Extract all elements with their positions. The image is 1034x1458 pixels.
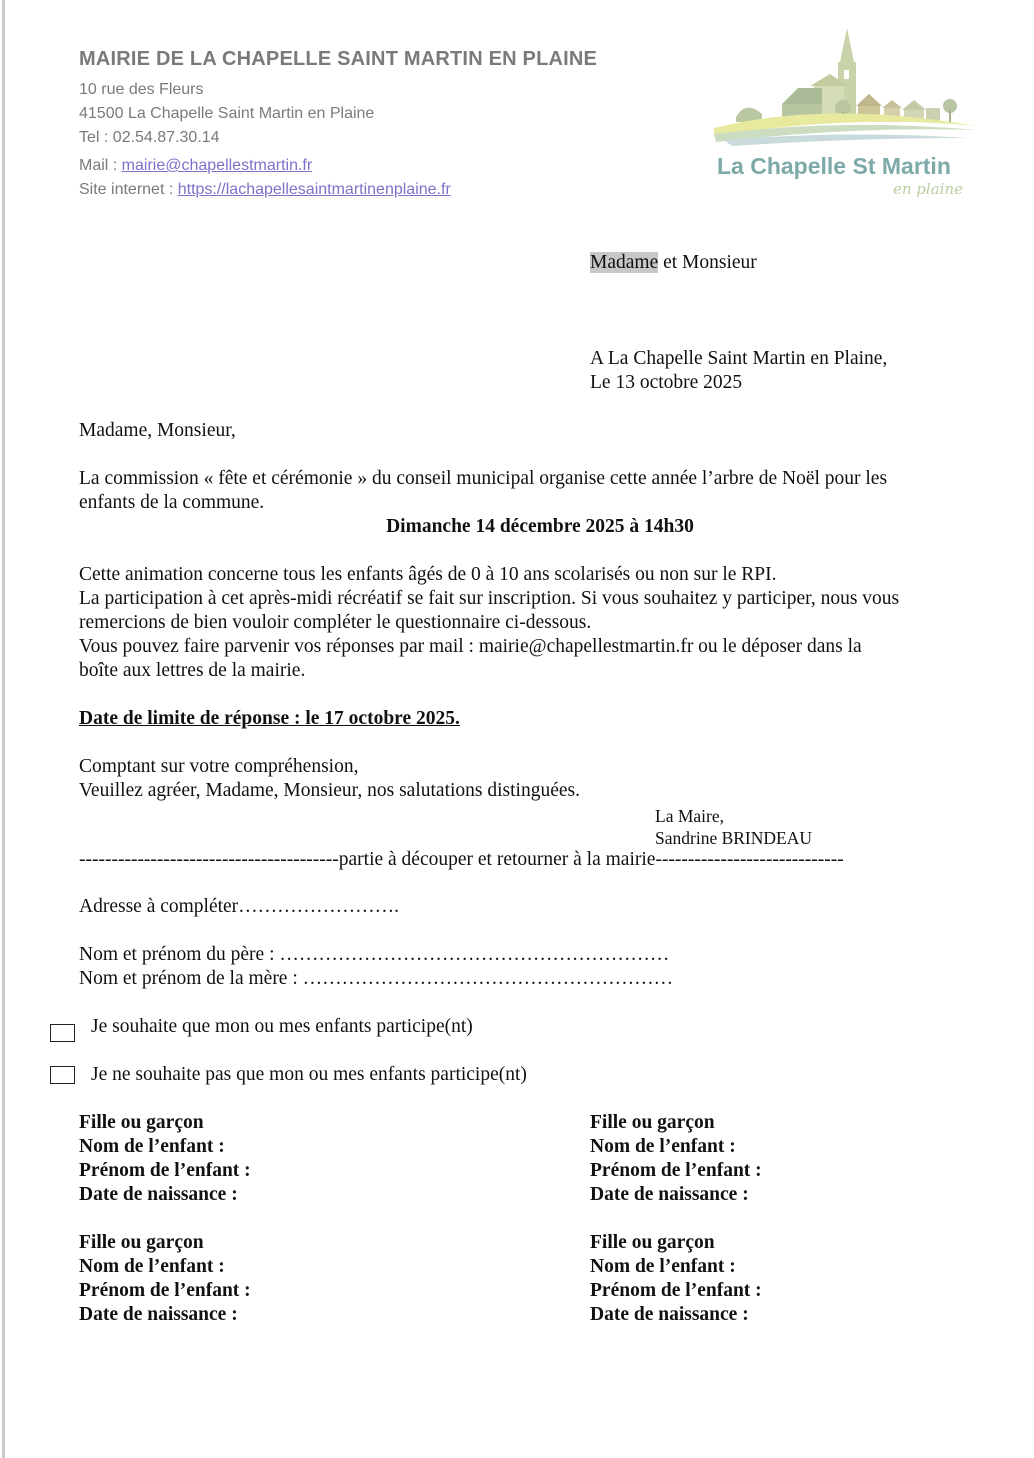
paragraph-1-line-2: enfants de la commune. [79, 492, 265, 513]
child-4-birth-date[interactable]: Date de naissance : [590, 1304, 749, 1325]
paragraph-2-line-2: La participation à cet après-midi récréatif se fait sur inscription. Si vous souhaitez y participer, nous vous [79, 588, 900, 609]
closing-line-1: Comptant sur votre compréhension, [79, 756, 359, 777]
cut-line: ----------------------------------------partie à découper et retourner à la mairie----------------------------- [79, 849, 844, 870]
site-label: Site internet : [79, 181, 178, 198]
mail-label: Mail : [79, 157, 122, 174]
paragraph-2-line-4: Vous pouvez faire parvenir vos réponses par mail : mairie@chapellestmartin.fr ou le déposer dans la [79, 636, 862, 657]
child-1-gender[interactable]: Fille ou garçon [79, 1112, 204, 1133]
address-line-1: 10 rue des Fleurs [79, 81, 204, 98]
child-3-first-name[interactable]: Prénom de l’enfant : [79, 1280, 251, 1301]
event-date: Dimanche 14 décembre 2025 à 14h30 [386, 516, 694, 537]
child-2-gender[interactable]: Fille ou garçon [590, 1112, 715, 1133]
child-1-last-name[interactable]: Nom de l’enfant : [79, 1136, 225, 1157]
child-3-last-name[interactable]: Nom de l’enfant : [79, 1256, 225, 1277]
org-name: MAIRIE DE LA CHAPELLE SAINT MARTIN EN PLAINE [79, 48, 598, 70]
child-4-gender[interactable]: Fille ou garçon [590, 1232, 715, 1253]
salutation: Madame, Monsieur, [79, 420, 236, 441]
mail-line [79, 157, 312, 175]
logo-text: La Chapelle St Martin [717, 153, 951, 179]
child-2-birth-date[interactable]: Date de naissance : [590, 1184, 749, 1205]
paragraph-1-line-1: La commission « fête et cérémonie » du conseil municipal organise cette année l’arbre de Noël pour les [79, 468, 888, 489]
paragraph-2-line-3: remercions de bien vouloir compléter le questionnaire ci-dessous. [79, 612, 592, 633]
participate-no-checkbox[interactable] [50, 1066, 75, 1084]
phone-line: Tel : 02.54.87.30.14 [79, 129, 220, 146]
paragraph-2-line-5: boîte aux lettres de la mairie. [79, 660, 306, 681]
mother-name-field[interactable]: Nom et prénom de la mère : ………………………………………………… [79, 968, 674, 989]
mail-link[interactable]: mairie@chapellestmartin.fr [121, 157, 313, 174]
paragraph-2-line-1: Cette animation concerne tous les enfants âgés de 0 à 10 ans scolarisés ou non sur le RPI. [79, 564, 777, 585]
page-edge [2, 0, 5, 1458]
signer-title: La Maire, [655, 806, 724, 826]
participate-yes-label: Je souhaite que mon ou mes enfants participe(nt) [91, 1016, 473, 1037]
participate-yes-checkbox[interactable] [50, 1024, 75, 1042]
child-1-first-name[interactable]: Prénom de l’enfant : [79, 1160, 251, 1181]
logo-subtext: en plaine [893, 180, 963, 198]
signer-name: Sandrine BRINDEAU [655, 828, 812, 848]
site-link[interactable]: https://lachapellesaintmartinenplaine.fr [177, 181, 451, 198]
child-2-last-name[interactable]: Nom de l’enfant : [590, 1136, 736, 1157]
child-4-first-name[interactable]: Prénom de l’enfant : [590, 1280, 762, 1301]
address-line-2: 41500 La Chapelle Saint Martin en Plaine [79, 105, 375, 122]
site-line [79, 181, 451, 199]
place-line: A La Chapelle Saint Martin en Plaine, [590, 348, 888, 369]
recipient-highlighted: Madame [590, 252, 659, 273]
response-deadline: Date de limite de réponse : le 17 octobre 2025. [79, 708, 460, 729]
child-4-last-name[interactable]: Nom de l’enfant : [590, 1256, 736, 1277]
father-name-field[interactable]: Nom et prénom du père : …………………………………………………… [79, 944, 670, 965]
child-3-birth-date[interactable]: Date de naissance : [79, 1304, 238, 1325]
address-field[interactable]: Adresse à compléter……………………. [79, 896, 400, 917]
child-2-first-name[interactable]: Prénom de l’enfant : [590, 1160, 762, 1181]
child-3-gender[interactable]: Fille ou garçon [79, 1232, 204, 1253]
closing-line-2: Veuillez agréer, Madame, Monsieur, nos salutations distinguées. [79, 780, 580, 801]
recipient-rest: et Monsieur [658, 252, 757, 273]
recipient [590, 251, 757, 275]
participate-no-label: Je ne souhaite pas que mon ou mes enfants participe(nt) [91, 1064, 527, 1085]
date-line: Le 13 octobre 2025 [590, 372, 743, 393]
child-1-birth-date[interactable]: Date de naissance : [79, 1184, 238, 1205]
